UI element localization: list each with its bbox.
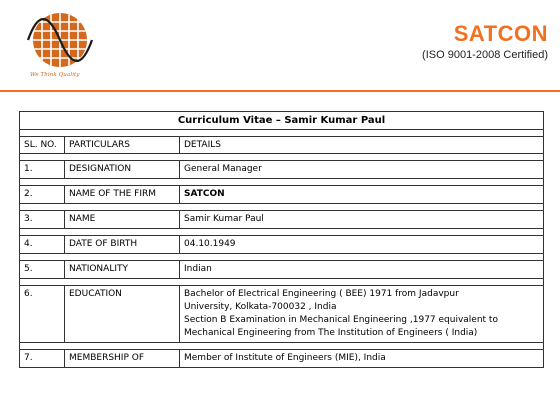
column-header-details: DETAILS <box>180 137 544 154</box>
row-particular: EDUCATION <box>65 286 180 343</box>
row-sl: 1. <box>20 161 65 179</box>
table-row <box>20 236 544 254</box>
row-details: Member of Institute of Engineers (MIE), India <box>180 350 544 368</box>
row-particular: DESIGNATION <box>65 161 180 179</box>
row-details: General Manager <box>180 161 544 179</box>
row-details <box>180 286 544 343</box>
spacer-row <box>20 154 544 161</box>
spacer-row <box>20 130 544 137</box>
cv-title: Curriculum Vitae – Samir Kumar Paul <box>20 112 544 130</box>
column-header-particulars: PARTICULARS <box>65 137 180 154</box>
row-details: 04.10.1949 <box>180 236 544 254</box>
cv-table <box>19 111 544 368</box>
table-row <box>20 161 544 179</box>
row-details: Indian <box>180 261 544 279</box>
logo-tagline: We Think Quality <box>30 72 80 78</box>
row-details: Samir Kumar Paul <box>180 211 544 229</box>
education-line: Mechanical Engineering from The Institution of Engineers ( India) <box>184 328 478 338</box>
table-row <box>20 286 544 343</box>
row-details: SATCON <box>180 186 544 204</box>
row-sl: 3. <box>20 211 65 229</box>
education-line: University, Kolkata-700032 , India <box>184 302 337 312</box>
header-divider <box>0 90 560 92</box>
row-sl: 5. <box>20 261 65 279</box>
column-header-sl: SL. NO. <box>20 137 65 154</box>
row-particular: NAME <box>65 211 180 229</box>
row-sl: 6. <box>20 286 65 343</box>
education-line: Section B Examination in Mechanical Engineering ,1977 equivalent to <box>184 315 498 325</box>
spacer-row <box>20 254 544 261</box>
spacer-row <box>20 179 544 186</box>
spacer-row <box>20 279 544 286</box>
row-particular: NAME OF THE FIRM <box>65 186 180 204</box>
row-sl: 7. <box>20 350 65 368</box>
table-header-row <box>20 137 544 154</box>
spacer-row <box>20 204 544 211</box>
table-row <box>20 350 544 368</box>
row-sl: 4. <box>20 236 65 254</box>
education-line: Bachelor of Electrical Engineering ( BEE) 1971 from Jadavpur <box>184 289 459 299</box>
spacer-row <box>20 343 544 350</box>
certification-text: (ISO 9001-2008 Certified) <box>422 49 548 61</box>
row-particular: DATE OF BIRTH <box>65 236 180 254</box>
brand-name: SATCON <box>453 21 548 46</box>
table-row <box>20 186 544 204</box>
spacer-row <box>20 229 544 236</box>
table-row <box>20 261 544 279</box>
table-row <box>20 211 544 229</box>
row-particular: NATIONALITY <box>65 261 180 279</box>
row-sl: 2. <box>20 186 65 204</box>
row-particular: MEMBERSHIP OF <box>65 350 180 368</box>
